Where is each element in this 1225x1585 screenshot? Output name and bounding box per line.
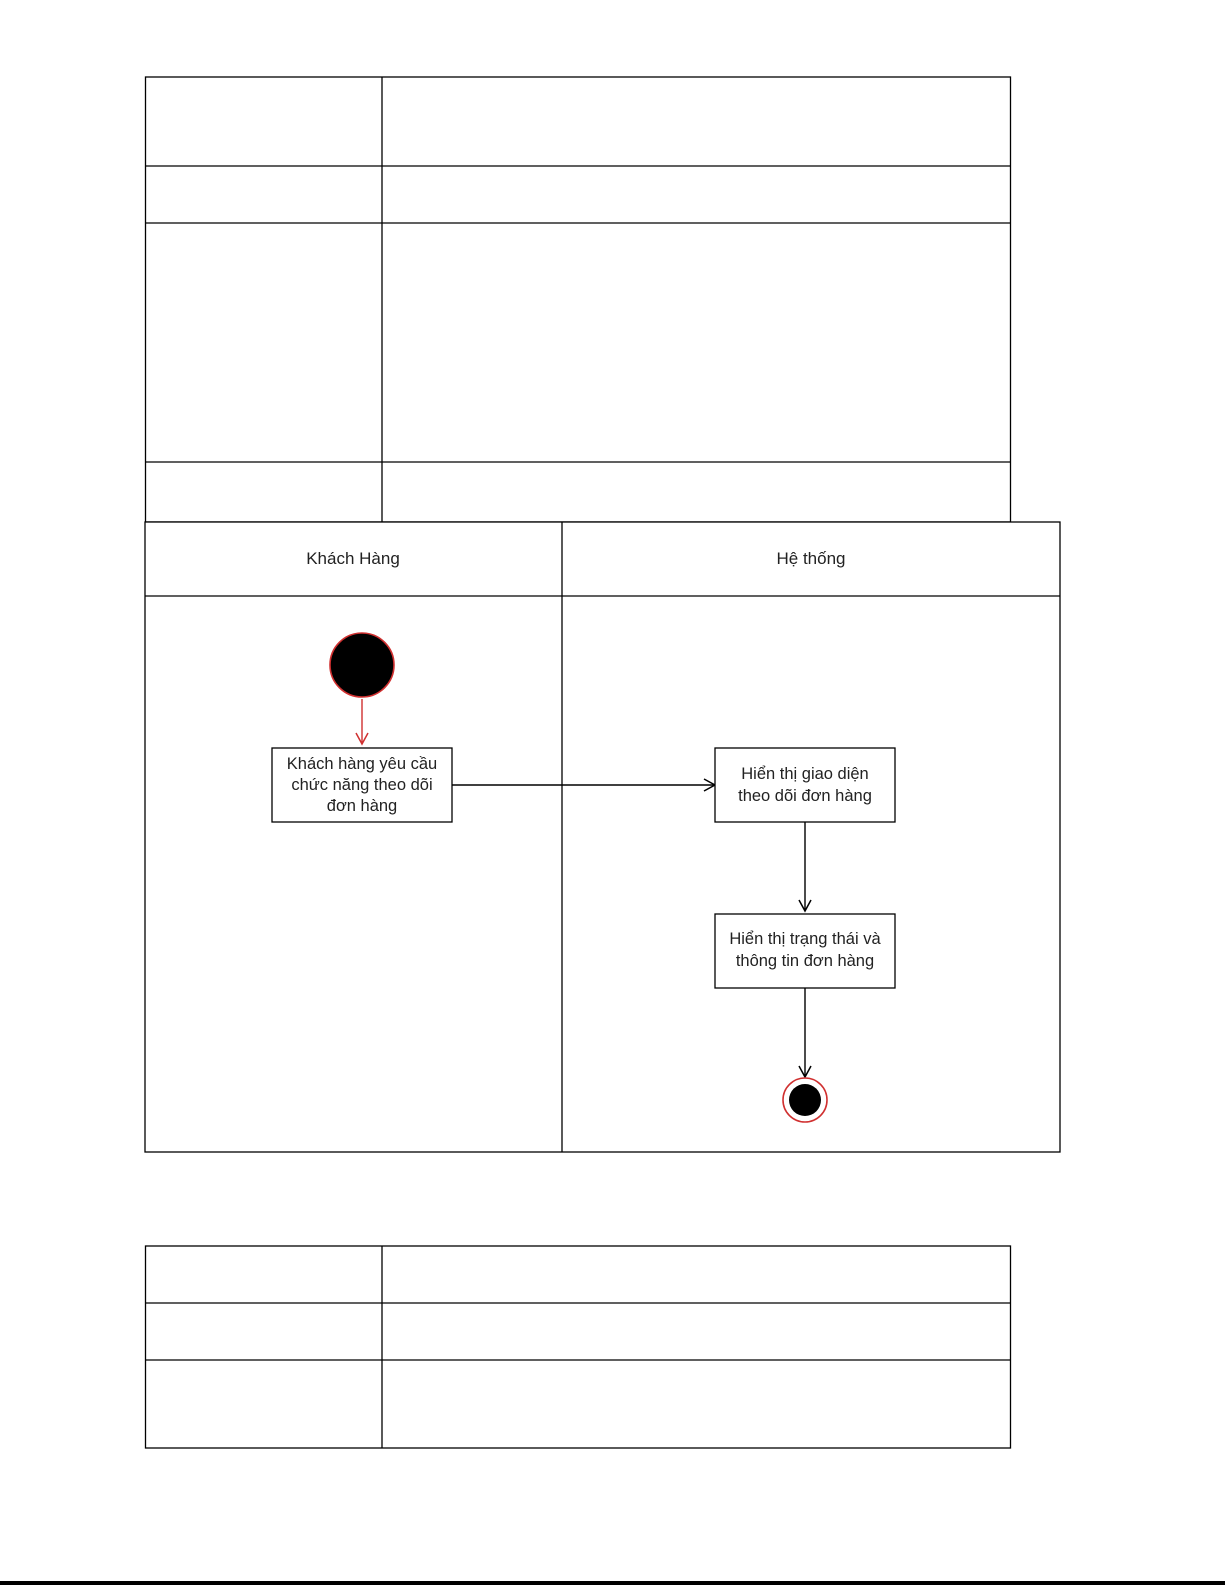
action-show-ui-line-1: Hiển thị giao diện <box>741 765 869 783</box>
action-show-ui <box>715 748 895 822</box>
action-show-ui-line-2: theo dõi đơn hàng <box>738 787 872 805</box>
initial-node <box>330 633 394 697</box>
bottom-table-frame <box>146 1246 1011 1448</box>
action-request-line-3: đơn hàng <box>326 797 398 815</box>
top-table <box>146 77 1011 522</box>
swimlane-frame <box>145 522 1060 1152</box>
final-node <box>783 1078 827 1122</box>
bottom-table <box>146 1246 1011 1448</box>
top-table-frame <box>146 77 1011 522</box>
lane-title-system: Hệ thống <box>776 549 846 568</box>
swimlane <box>145 522 1060 1152</box>
final-node-core <box>789 1084 821 1116</box>
page-bottom-rule <box>0 1581 1225 1585</box>
action-show-status <box>715 914 895 988</box>
action-show-status-box <box>715 914 895 988</box>
action-show-status-line-2: thông tin đơn hàng <box>735 952 875 970</box>
action-show-ui-box <box>715 748 895 822</box>
action-request-line-2: chức năng theo dõi <box>291 776 433 794</box>
action-show-status-line-1: Hiển thị trạng thái và <box>729 930 881 948</box>
action-request <box>272 748 452 822</box>
action-request-line-1: Khách hàng yêu cầu <box>286 755 438 773</box>
lane-title-customer: Khách Hàng <box>306 549 400 568</box>
